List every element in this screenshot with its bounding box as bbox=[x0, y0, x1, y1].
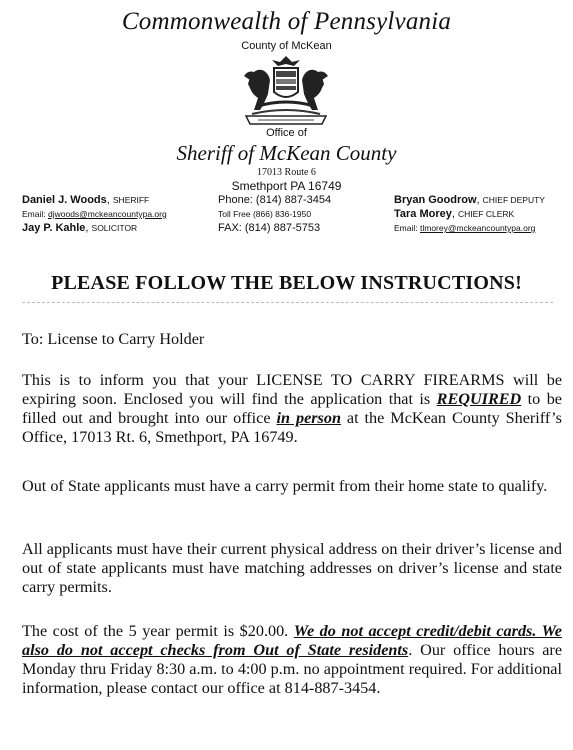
p1-text-a: This is to inform you that your LICENSE TO CARRY FIREARMS will be expiring soon. Enclosed you will find the application that is bbox=[22, 371, 562, 408]
paragraph-2 bbox=[22, 477, 562, 496]
address-line1: 17013 Route 6 bbox=[257, 167, 316, 178]
commonwealth-title: Commonwealth of Pennsylvania bbox=[121, 8, 452, 35]
p3-text: All applicants must have their current physical address on their driver’s license and out of state applicants must have matching addresses on driver’s license and state carry permits. bbox=[22, 540, 562, 596]
solicitor-contact: Jay P. Kahle, SOLICITOR bbox=[22, 222, 138, 234]
office-of-label: Office of bbox=[266, 127, 307, 139]
chief-deputy-role: CHIEF DEPUTY bbox=[482, 195, 545, 205]
phone-number: Phone: (814) 887-3454 bbox=[218, 194, 332, 206]
p1-text-c: at the McKean County Sheriff’s Office, 17013 Rt. 6, Smethport, PA 16749. bbox=[22, 409, 562, 446]
chief-clerk-contact: Tara Morey, CHIEF CLERK bbox=[394, 208, 515, 220]
sheriff-contact: Daniel J. Woods, SHERIFF bbox=[22, 194, 150, 206]
pennsylvania-seal-icon bbox=[238, 54, 334, 126]
chief-clerk-name: Tara Morey bbox=[394, 208, 452, 220]
p4-text-c: . Our office hours are Monday thru Friday 8:30 a.m. to 4:00 p.m. no appointment required. For additional information, please contact our office at 814-887-3454. bbox=[22, 641, 563, 697]
p2-text: Out of State applicants must have a carry permit from their home state to qualify. bbox=[22, 477, 548, 495]
payment-restrictions-emphasis: We do not accept credit/debit cards. We also do not accept checks from Out of State residents bbox=[22, 622, 562, 659]
left-contacts bbox=[22, 193, 222, 235]
fax-number: FAX: (814) 887-5753 bbox=[218, 222, 321, 234]
chief-clerk-role: CHIEF CLERK bbox=[458, 209, 515, 219]
paragraph-1 bbox=[22, 371, 562, 447]
instructions-headline: PLEASE FOLLOW THE BELOW INSTRUCTIONS! bbox=[51, 272, 522, 294]
divider bbox=[22, 302, 553, 303]
chief-clerk-email-link[interactable]: tlmorey@mckeancountypa.org bbox=[419, 223, 536, 233]
in-person-emphasis: in person bbox=[276, 409, 341, 427]
addressee-line bbox=[22, 330, 562, 349]
email-prefix: Email: bbox=[394, 223, 420, 233]
toll-free-number: Toll Free (866) 836-1950 bbox=[218, 209, 312, 219]
to-line: To: License to Carry Holder bbox=[22, 330, 205, 348]
p4-text-a: The cost of the 5 year permit is $20.00. bbox=[22, 622, 294, 640]
chief-deputy-contact: Bryan Goodrow, CHIEF DEPUTY bbox=[394, 194, 545, 206]
sheriff-email-link[interactable]: djwoods@mckeancountypa.org bbox=[47, 209, 167, 219]
right-contacts bbox=[394, 193, 569, 235]
solicitor-name: Jay P. Kahle bbox=[22, 222, 86, 234]
sheriff-name: Daniel J. Woods bbox=[22, 194, 107, 206]
center-contacts bbox=[218, 193, 378, 235]
chief-deputy-name: Bryan Goodrow bbox=[394, 194, 477, 206]
address-line2: Smethport PA 16749 bbox=[231, 179, 342, 193]
sheriff-role: SHERIFF bbox=[112, 195, 150, 205]
required-emphasis: REQUIRED bbox=[436, 390, 522, 408]
email-prefix: Email: bbox=[22, 209, 48, 219]
paragraph-3 bbox=[22, 540, 562, 597]
solicitor-role: SOLICITOR bbox=[91, 223, 138, 233]
sheriff-office-title: Sheriff of McKean County bbox=[176, 141, 397, 165]
paragraph-4 bbox=[22, 622, 562, 698]
p1-text-b: to be filled out and brought into our office bbox=[22, 390, 562, 427]
county-name: County of McKean bbox=[241, 40, 332, 52]
